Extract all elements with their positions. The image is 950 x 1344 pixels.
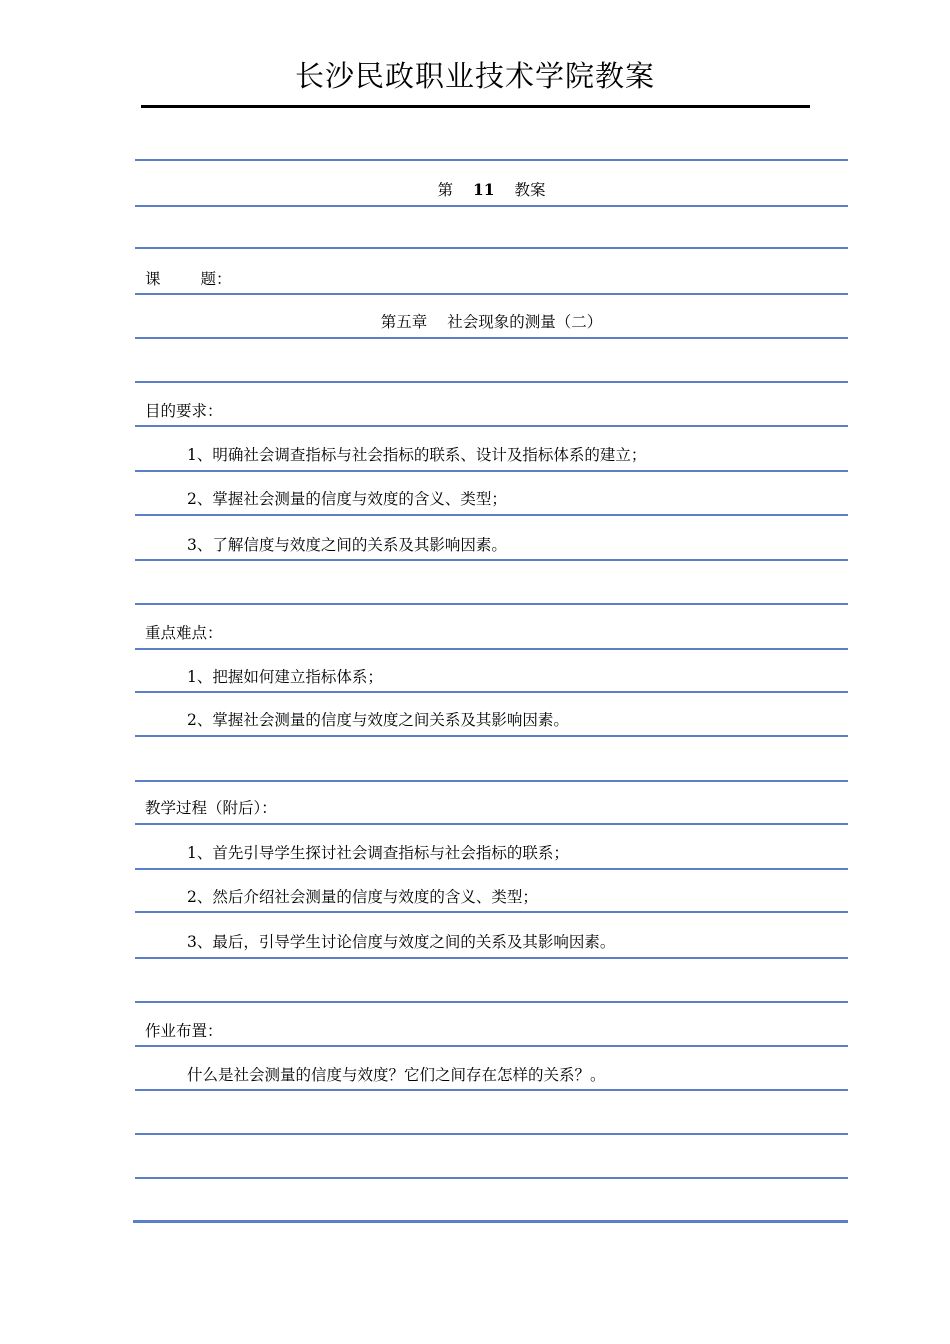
process-item: 3、最后，引导学生讨论信度与效度之间的关系及其影响因素。 [187,933,616,951]
rule-line [135,780,848,782]
rule-line [135,648,848,650]
rule-line [135,1089,848,1091]
topic-label [145,269,232,289]
rule-line [135,735,848,737]
rule-line [135,911,848,913]
rule-line [135,868,848,870]
lesson-number: 11 [472,180,495,199]
rule-line [135,1001,848,1003]
process-label: 教学过程（附后）： [145,799,277,817]
rule-line [135,425,848,427]
topic-title: 社会现象的测量（二） [447,313,603,331]
key-point-item: 1、把握如何建立指标体系； [187,668,383,686]
homework-label: 作业布置： [145,1022,223,1040]
rule-line [135,293,848,295]
objective-item: 1、明确社会调查指标与社会指标的联系、设计及指标体系的建立； [187,446,647,464]
key-point-item: 2、掌握社会测量的信度与效度之间关系及其影响因素。 [187,711,569,729]
key-points-label: 重点难点： [145,624,223,642]
process-item: 1、首先引导学生探讨社会调查指标与社会指标的联系； [187,844,569,862]
rule-line [135,514,848,516]
objective-item: 3、了解信度与效度之间的关系及其影响因素。 [187,536,507,554]
rule-line [135,1177,848,1179]
lesson-number-line [135,180,848,200]
rule-line-bottom [133,1220,848,1223]
page-header-title: 长沙民政职业技术学院教案 [294,59,655,93]
topic-label-b: 题： [200,270,232,288]
rule-line [135,691,848,693]
topic-label-a: 课 [145,270,161,288]
page-header-rule [141,105,810,108]
rule-line [135,470,848,472]
rule-line [135,1045,848,1047]
homework-text: 什么是社会测量的信度与效度？它们之间存在怎样的关系？。 [187,1066,606,1084]
lesson-prefix: 第 [437,181,453,199]
rule-line [135,381,848,383]
rule-line [135,1133,848,1135]
objectives-label: 目的要求： [145,402,223,420]
process-item: 2、然后介绍社会测量的信度与效度的含义、类型； [187,888,538,906]
rule-line [135,957,848,959]
topic-chapter: 第五章 [380,313,428,331]
rule-line [135,603,848,605]
rule-line [135,205,848,207]
rule-line [135,337,848,339]
topic-title-line [135,312,848,332]
rule-line [135,823,848,825]
rule-line [135,559,848,561]
lesson-suffix: 教案 [514,181,546,199]
rule-line [135,247,848,249]
objective-item: 2、掌握社会测量的信度与效度的含义、类型； [187,490,507,508]
rule-line [135,159,848,161]
